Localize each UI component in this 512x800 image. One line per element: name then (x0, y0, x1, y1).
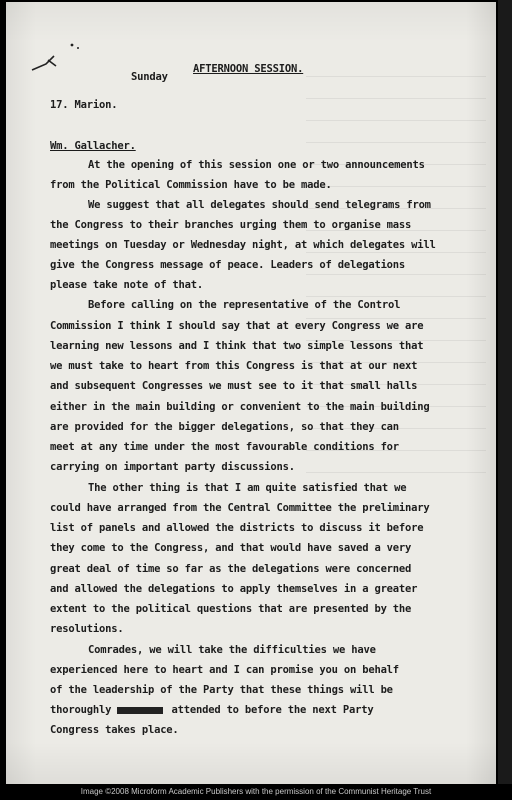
text-line: Comrades, we will take the difficulties we have (88, 644, 376, 656)
text-line: either in the main building or convenient to the main building (50, 401, 430, 413)
text-line: and allowed the delegations to apply themselves in a greater (50, 583, 418, 595)
text-line: of the leadership of the Party that these things will be (50, 684, 393, 696)
text-line: Commission I think I should say that at every Congress we are (50, 320, 424, 332)
speaker-name: Wm. Gallacher. (50, 140, 136, 152)
text-line: The other thing is that I am quite satisfied that we (88, 482, 407, 494)
copyright-footer: Image ©2008 Microform Academic Publishers with the permission of the Communist Heritage Trust (0, 784, 512, 800)
document-page (6, 2, 496, 784)
text-fragment: attended to before the next Party (171, 704, 374, 716)
show-through-text (306, 62, 486, 482)
text-line: We suggest that all delegates should send telegrams from (88, 199, 431, 211)
scan-edge (498, 0, 512, 790)
text-line: meet at any time under the most favourable conditions for (50, 441, 399, 453)
text-line: we must take to heart from this Congress is that at our next (50, 360, 418, 372)
struck-out-word (117, 707, 163, 714)
pen-mark (28, 42, 88, 82)
text-line: extent to the political questions that are presented by the (50, 603, 412, 615)
session-day: Sunday (131, 71, 168, 83)
text-line: resolutions. (50, 623, 124, 635)
text-line: and subsequent Congresses we must see to it that small halls (50, 380, 418, 392)
text-line: give the Congress message of peace. Leaders of delegations (50, 259, 406, 271)
text-line: Before calling on the representative of the Control (88, 299, 401, 311)
text-line: At the opening of this session one or two announcements (88, 159, 425, 171)
text-line: carrying on important party discussions. (50, 461, 295, 473)
text-line: experienced here to heart and I can promise you on behalf (50, 664, 399, 676)
text-line: great deal of time so far as the delegations were concerned (50, 563, 412, 575)
page-reference: 17. Marion. (50, 99, 118, 111)
text-line: learning new lessons and I think that two simple lessons that (50, 340, 424, 352)
text-line: please take note of that. (50, 279, 204, 291)
text-line-with-strikeout (50, 704, 373, 716)
text-fragment: thoroughly (50, 704, 112, 716)
text-line: they come to the Congress, and that would have saved a very (50, 542, 412, 554)
text-line: list of panels and allowed the districts to discuss it before (50, 522, 424, 534)
text-line: could have arranged from the Central Committee the preliminary (50, 502, 430, 514)
text-line: from the Political Commission have to be made. (50, 179, 332, 191)
text-line: are provided for the bigger delegations, so that they can (50, 421, 399, 433)
text-line: the Congress to their branches urging them to organise mass (50, 219, 412, 231)
session-title: AFTERNOON SESSION. (193, 63, 304, 75)
text-line: Congress takes place. (50, 724, 179, 736)
text-line: meetings on Tuesday or Wednesday night, at which delegates will (50, 239, 436, 251)
